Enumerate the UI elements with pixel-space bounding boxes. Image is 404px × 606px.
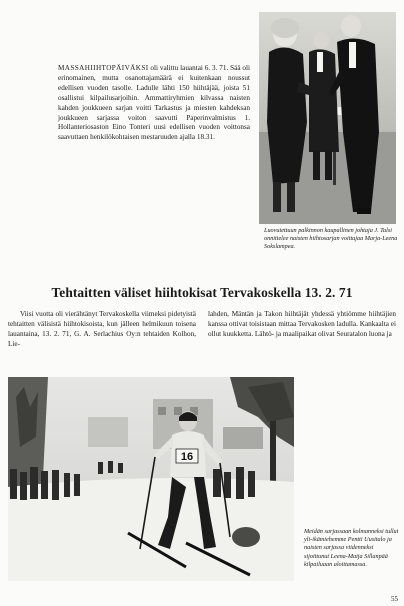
skier-photo: [8, 377, 294, 581]
top-article-text: [58, 64, 250, 143]
headline: [0, 284, 404, 302]
award-photo-image: [259, 12, 396, 224]
headline-text: Tehtaitten väliset hiihtokisat Tervakoskella 13. 2. 71: [51, 285, 353, 300]
award-photo: [259, 12, 396, 224]
page-number: [372, 588, 398, 606]
skier-photo-caption: [304, 528, 400, 569]
top-article-body: oli valittu lauantai 6. 3. 71. Sää oli erinomainen, mutta osanottajamäärä ei kuitenkaan noussut edellisen vuoden tasolle. Ladulle lähti 150 hiihtäjää, joista 51 osallistui kilpailusarjoihin. Ammattiryhmien kilvassa naisten kahden joukkueen sarjan voitti Tarkastus ja miesten kahdeksan joukkueen sarjassa voiton saavutti Paperinvalmistus 1. Hollanteriosaston Eino Tonteri uusi edellisen vuoden voittonsa saavuttaen henkilökohtaisen mestaruuden ajalla 18.31.: [58, 64, 251, 142]
page-number-text: 55: [391, 595, 398, 603]
skier-bib-number: 16: [180, 451, 194, 463]
award-caption-text: Luovutettuun palkinnon kaupallinen johtaja J. Talsi onnittelee naisten hiihtosarjan voittajaa Marja-Leena Sokslampea.: [264, 227, 398, 251]
body-col2-text: lahden, Mäntän ja Takon hiihtäjät yhdessä yhtiömme hiihtäjien kanssa ottivat toisistaan mittaa Tervakosken ladulla. Kankaalta ei ollut kuukketta. Lähtö- ja maalipaikat olivat Seuratalon luona ja: [208, 310, 396, 338]
body-column-2: [208, 310, 396, 340]
top-article-lead: MASSAHIIHTOPÄIVÄKSI: [58, 64, 149, 72]
skier-photo-image: [8, 377, 294, 581]
body-col1-text: Viisi vuotta oli vierähtänyt Tervakoskella viimeksi pidetyistä tehtaitten välisistä hiihtokisoista, kun jälleen helmikuun toisena lauantaina, 13. 2. 71, G. A. Serlachius Oy:n tehtaiden Kolhon, Lie-: [8, 310, 196, 348]
top-article: [58, 64, 250, 143]
award-photo-caption: [264, 227, 398, 252]
skier-caption-text: Meidän sarjassaan kolmanneksi tullut yli-ikämiehemme Pentti Uusitalo ja naisten sarjassa viidenneksi sijoittunut Leena-Maija Sillanpää kilpailuaan aloittamassa.: [304, 528, 399, 568]
body-column-1: [8, 310, 196, 350]
